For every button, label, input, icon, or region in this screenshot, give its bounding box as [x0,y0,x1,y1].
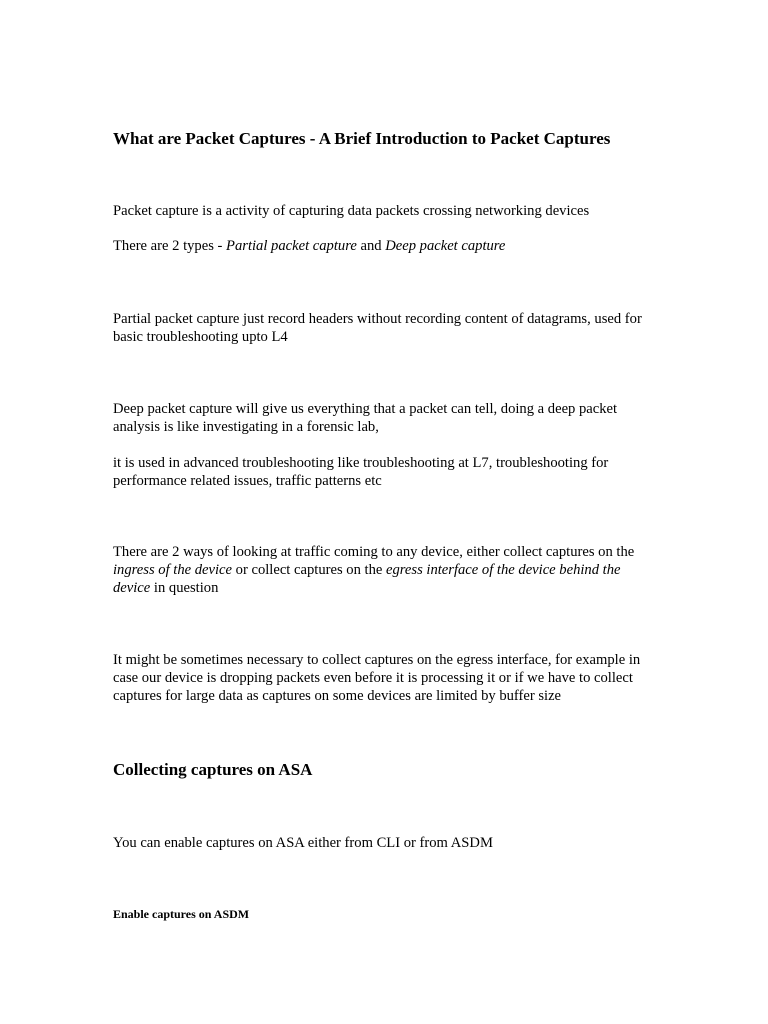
deep-capture-paragraph: Deep packet capture will give us everything that a packet can tell, doing a deep packet analysis is like investigating in a forensic lab, [113,401,618,435]
asdm-subheading: Enable captures on ASDM [113,907,250,921]
definition-paragraph: Packet capture is a activity of capturing data packets crossing networking devices [113,203,590,219]
ways-egress: egress interface of the device behind the device [113,561,621,596]
deep-capture-usage-paragraph: it is used in advanced troubleshooting like troubleshooting at L7, troubleshooting for performance related issues, traffic patterns etc [113,455,609,489]
types-prefix: There are 2 types - [113,238,227,254]
asa-enable-paragraph: You can enable captures on ASA either from CLI or from ASDM [113,835,493,851]
partial-capture-paragraph: Partial packet capture just record headers without recording content of datagrams, used for basic troubleshooting upto L4 [113,311,642,345]
page-title: What are Packet Captures - A Brief Introduction to Packet Captures [113,129,611,148]
ways-suffix: in question [150,579,219,596]
type-partial: Partial packet capture [226,238,357,254]
ways-prefix: There are 2 ways of looking at traffic coming to any device, either collect captures on the [113,544,635,560]
ways-middle: or collect captures on the [232,561,386,578]
ways-ingress: ingress of the device [113,561,233,578]
egress-note-paragraph: It might be sometimes necessary to collect captures on the egress interface, for example in case our device is dropping packets even before it is processing it or if we have to collect captures for large data as captures on some devices are limited by buffer size [113,652,641,704]
types-and: and [356,238,386,254]
type-deep: Deep packet capture [385,238,506,254]
asa-section-heading: Collecting captures on ASA [113,760,313,779]
types-paragraph [113,238,658,256]
capture-ways-paragraph [113,544,658,597]
